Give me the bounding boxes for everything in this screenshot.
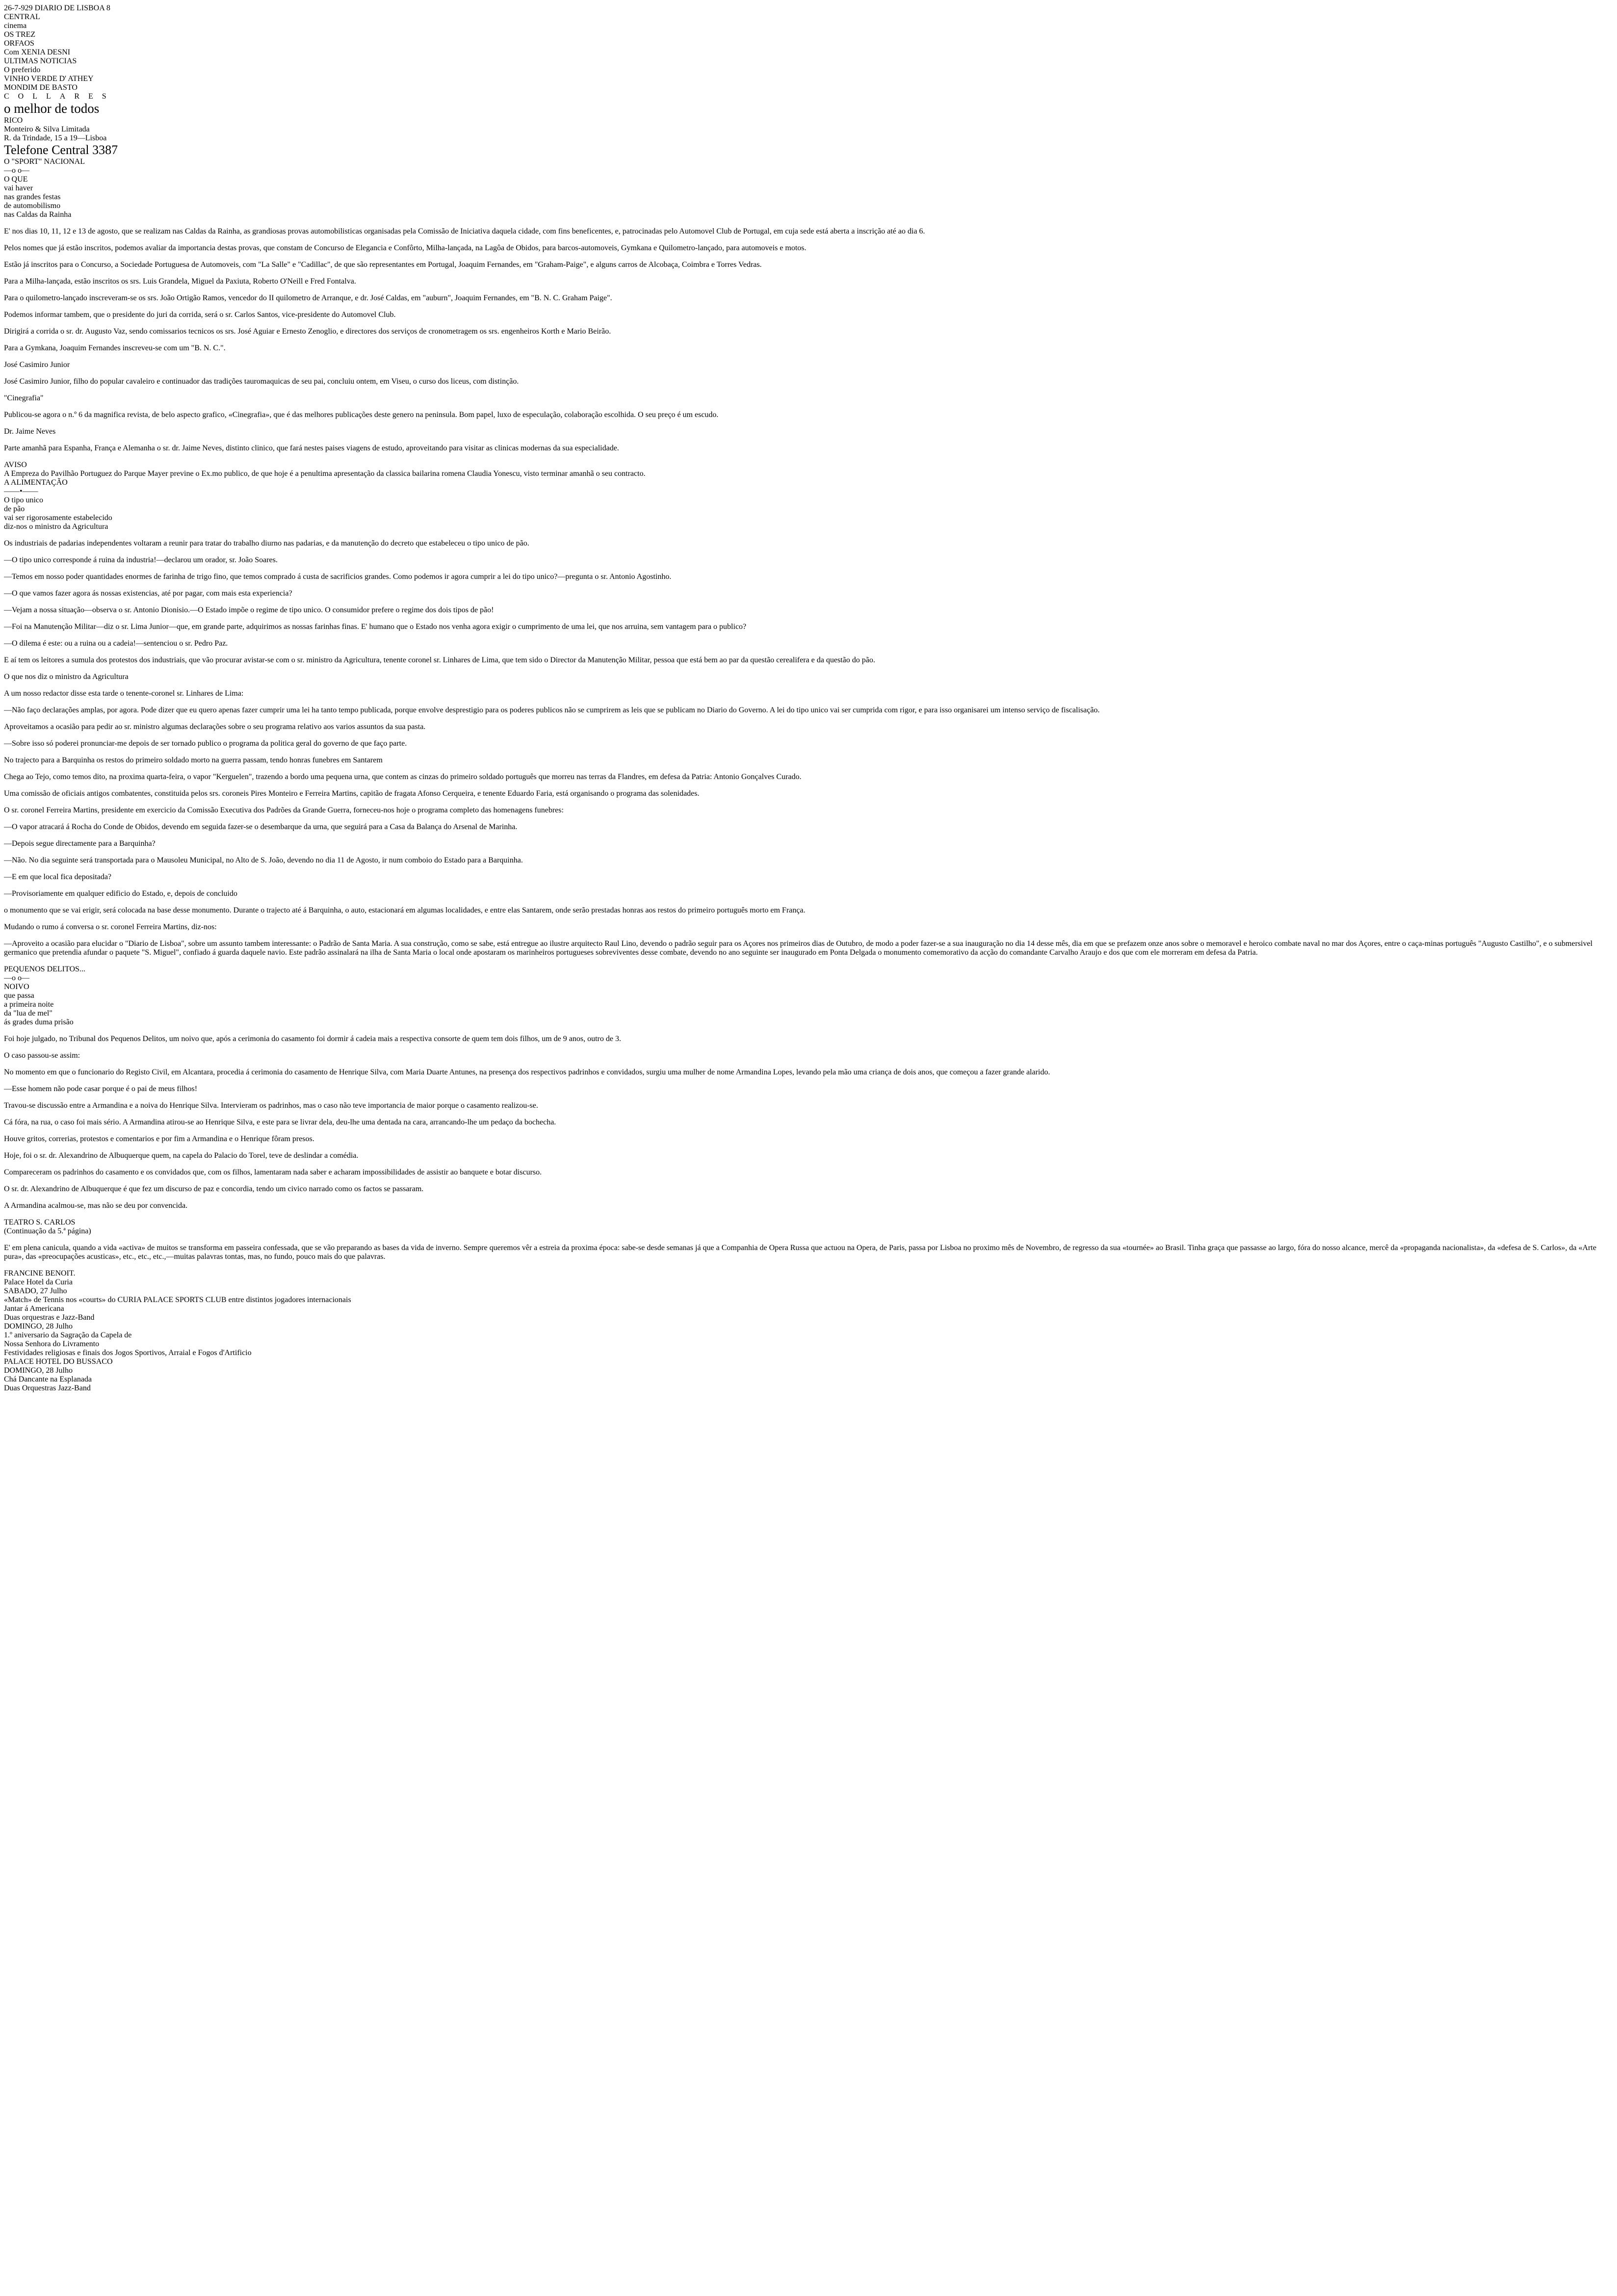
headline-grandes-festas: nas grandes festas [4,193,61,201]
jaime-neves-article [4,444,1613,453]
headline-o-que: O QUE [4,175,28,183]
bussaco-title: PALACE HOTEL DO BUSSACO [4,1357,113,1366]
bussaco-cha: Chá Dancante na Esplanada [4,1375,92,1383]
article-paragraph: No momento em que o funcionario do Registo Civil, em Alcantara, procedia á cerimonia do casamento de Henrique Silva, com Maria Duarte Antunes, na presença dos respectivos padrinhos e convidados, surgiu uma mulher de nome Armandina Lopes, levando pela mão uma criança de dois anos, que começou a fazer grande alarido. [4,1068,1050,1076]
pao-article-body [4,539,1613,665]
vinho-row-1 [4,66,1613,75]
headline-noivo: NOIVO [4,983,29,991]
alimentacao-kicker: A ALIMENTAÇÃO [4,478,68,487]
article-paragraph: —Vejam a nossa situação—observa o sr. Antonio Dionisio.—O Estado impõe o regime de tipo unico. O consumidor prefere o regime dos dois tipos de pão! [4,606,494,614]
vinho-phone: Telefone Central 3387 [4,143,118,157]
vinho-row-6 [4,134,1613,143]
article-paragraph: Para a Milha-lançada, estão inscritos os srs. Luis Grandela, Miguel da Paxiuta, Roberto O'Neill e Fred Fontalva. [4,277,356,286]
article-paragraph: Estão já inscritos para o Concurso, a Sociedade Portuguesa de Automoveis, com "La Salle" e "Cadillac", de que são representantes em Portugal, Joaquim Fernandes, em "Graham-Paige", e alguns carros de Alcobaça, Coimbra e Torres Vedras. [4,261,762,269]
article-paragraph: —Foi na Manutenção Militar—diz o sr. Lima Junior—que, em grande parte, adquirimos as nossas farinhas finas. E' humano que o Estado nos venha agora exigir o cumprimento de uma lei, que nos arruina, sem vantagem para o publico? [4,623,747,631]
barquinha-col-1 [4,773,1613,898]
article-paragraph: o monumento que se vai erigir, será colocada na base desse monumento. Durante o trajecto até á Barquinha, o auto, estacionará em algumas localidades, e entre elas Santarem, onde serão prestadas honras aos restos do primeiro português morto em França. [4,906,806,914]
article-paragraph: —O dilema é este: ou a ruina ou a cadeia!—sentenciou o sr. Pedro Paz. [4,639,228,648]
ultimas-noticias-banner [4,57,1613,66]
article-paragraph: Foi hoje julgado, no Tribunal dos Pequenos Delitos, um noivo que, após a cerimonia do casamento foi dormir á cadeia mais a respectiva consorte de quem tem dois filhos, um de 9 anos, outro de 3. [4,1035,621,1043]
article-paragraph: Dirigirá a corrida o sr. dr. Augusto Vaz, sendo comissarios tecnicos os srs. José Aguiar e Ernesto Zenoglio, e directores dos serviços de cronometragem os srs. engenheiros Korth e Mario Beirão. [4,327,611,336]
central-logo: CENTRAL [4,13,40,21]
issue-date: 26-7-929 [4,4,33,12]
vinho-preferido: O preferido [4,66,41,74]
curia-orquestras: Duas orquestras e Jazz-Band [4,1313,95,1322]
bussaco-date: DOMINGO, 28 Julho [4,1366,73,1375]
vinho-row-4 [4,92,1613,125]
article-paragraph: Pelos nomes que já estão inscritos, podemos avaliar da importancia destas provas, que constam de Concurso de Elegancia e Confôrto, Milha-lançada, na Lagôa de Obidos, para barcos-automoveis, Gymkana e Quilometro-lançado, para automoveis e motos. [4,244,807,252]
teatro-headline: TEATRO S. CARLOS [4,1218,76,1226]
article-paragraph: Publicou-se agora o n.º 6 da magnifica revista, de belo aspecto grafico, «Cinegrafia», que é das melhores publicações deste genero na peninsula. Bom papel, luxo de especulação, colaboração escolhida. O seu preço é um escudo. [4,411,719,419]
sport-kicker: O "SPORT" NACIONAL [4,157,85,166]
jcj-headline: José Casimiro Junior [4,361,70,369]
newspaper-name: DIARIO DE LISBOA [34,4,104,12]
article-paragraph: Hoje, foi o sr. dr. Alexandrino de Albuquerque quem, na capela do Palacio do Torel, teve de deslindar a comédia. [4,1151,359,1160]
article-paragraph: E' em plena canicula, quando a vida «activa» de muitos se transforma em passeira confessada, que se vão preparando as bases da vida de inverno. Sempre queremos vêr a estreia da proxima época: sabe-se desde semanas já que a Companhia de Opera Russa que actuou na Opera, de Paris, passa por Lisboa no proximo mês de Novembro, de regresso da sua «tournée» ao Brasil. Tinha graça que passasse ao largo, fóra do nosso alcance, mercê da «propaganda nacionalista», da «defesa de S. Carlos», da «Arte pura», das «preocupações acusticas», etc., etc., etc.,—muitas palavras tontas, mas, no fundo, pouco mais do que palavras. [4,1244,1596,1261]
article-paragraph: O sr. coronel Ferreira Martins, presidente em exercicio da Comissão Executiva dos Padrões da Grande Guerra, forneceu-nos hoje o programa completo das homenagens funebres: [4,806,564,814]
jcj-article [4,377,1613,386]
headline-ministro: diz-nos o ministro da Agricultura [4,522,108,531]
vinho-row-2 [4,75,1613,83]
vinho-melhor: o melhor de todos [4,101,100,116]
article-paragraph: A um nosso redactor disse esta tarde o tenente-coronel sr. Linhares de Lima: [4,689,244,698]
palace-hotels-ad [4,1278,1613,1393]
central-cinema-ad [4,13,1613,57]
ornament-divider: ——•—— [4,487,38,496]
page-header [4,4,1613,13]
vinho-verde-label: VINHO VERDE D' [4,75,67,83]
ornament-divider: —o o— [4,166,29,175]
article-paragraph: Cá fóra, na rua, o caso foi mais sério. A Armandina atirou-se ao Henrique Silva, e este para se livrar dela, deu-lhe uma dentada na cara, arrancando-lhe um pedaço da bochecha. [4,1118,556,1126]
article-paragraph: —E em que local fica depositada? [4,873,112,881]
article-paragraph: —Sobre isso só poderei pronunciar-me depois de ser tornado publico o programa da politica geral do governo de que faço parte. [4,739,407,748]
article-paragraph: José Casimiro Junior, filho do popular cavaleiro e continuador das tradições tauromaquicas de seu pai, concluiu ontem, em Viseu, o curso dos liceus, com distinção. [4,377,519,386]
aviso-text: A Empreza do Pavilhão Portuguez do Parque Mayer previne o Ex.mo publico, de que hoje é a penultima apresentação da classica bailarina romena Claudia Yonescu, visto terminar amanhã o seu contracto. [4,470,646,478]
headline-de-pao: de pão [4,505,25,513]
curia-date-1: SABADO, 27 Julho [4,1287,67,1295]
banner-title: ULTIMAS NOTICIAS [4,57,77,65]
article-paragraph: E aí tem os leitores a sumula dos protestos dos industriais, que vão procurar avistar-se com o sr. ministro da Agricultura, tenente coronel sr. Linhares de Lima, que tem sido o Director da Manutenção Militar, pessoa que está bem ao par da questão cerealifera e da questão do pão. [4,656,875,664]
left-column [4,157,1613,478]
curia-date-2: DOMINGO, 28 Julho [4,1322,73,1331]
article-paragraph: —Aproveito a ocasião para elucidar o "Diario de Lisboa", sobre um assunto tambem interessante: o Padrão de Santa Maria. A sua construção, como se sabe, está entregue ao ilustre arquitecto Raul Lino, devendo o padrão seguir para os Açores nos primeiros dias de Outubro, de modo a poder fazer-se a sua inauguração no dia 14 desse mês, dia em que se prefazem onze anos sobre o memoravel e heroico combate naval no mar dos Açores, entre o caça-minas português "Augusto Castilho", e o submersivel germanico que pretendia afundar o paquete "S. Miguel", confiado á guarda daquele navio. Este padrão assinalará na ilha de Santa Maria o local onde apostaram os marinheiros portugueses sobreviventes desse combate, devendo no ano seguinte ser inaugurado em Ponta Delgada o monumento comemorativo da acção do comandante Carvalho Araujo e dos que com ele morreram em defesa da Patria. [4,939,1593,957]
right-column [4,965,1613,1393]
article-paragraph: —Depois segue directamente para a Barquinha? [4,839,156,848]
newspaper-page [4,4,1613,1393]
article-paragraph: —Provisoriamente em qualquer edificio do Estado, e, depois de concluido [4,889,237,898]
article-columns [4,157,1613,1393]
jaime-neves-headline: Dr. Jaime Neves [4,427,56,436]
headline-primeira-noite: a primeira noite [4,1000,54,1009]
headline-vai-haver: vai haver [4,184,33,192]
curia-title: Palace Hotel da Curia [4,1278,73,1286]
film-star: Com XENIA DESNI [4,48,71,56]
article-paragraph: Travou-se discussão entre a Armandina e a noiva do Henrique Silva. Intervieram os padrinhos, mas o caso não teve importancia de maior porque o casamento realizou-se. [4,1101,538,1110]
headline-tipo-unico: O tipo unico [4,496,43,504]
vinho-company: Monteiro & Silva Limitada [4,125,90,133]
article-paragraph: —Esse homem não pode casar porque é o pai de meus filhos! [4,1085,198,1093]
noivo-article-body [4,1035,1613,1210]
vinho-row-5 [4,125,1613,134]
central-subtitle: cinema [4,22,27,30]
teatro-signature: FRANCINE BENOIT. [4,1269,76,1278]
cinegrafia-article [4,411,1613,419]
headline-prisao: ás grades duma prisão [4,1018,74,1026]
curia-livramento: Nossa Senhora do Livramento [4,1340,100,1348]
vinho-address: R. da Trindade, 15 a 19—Lisboa [4,134,107,142]
barquinha-col-2 [4,906,1613,957]
article-paragraph: Chega ao Tejo, como temos dito, na proxima quarta-feira, o vapor "Kerguelen", trazendo a bordo uma pequena urna, que contem as cinzas do primeiro soldado português que morreu nas terras da Flandres, em defesa da Patria: Antonio Gonçalves Curado. [4,773,802,781]
vinho-verde-ad [4,66,1613,157]
article-paragraph: —O tipo unico corresponde á ruina da industria!—declarou um orador, sr. João Soares. [4,556,278,564]
bussaco-orquestras: Duas Orquestras Jazz-Band [4,1384,91,1392]
article-paragraph: Mudando o rumo á conversa o sr. coronel Ferreira Martins, diz-nos: [4,923,217,931]
curia-aniversario: 1.º aniversario da Sagração da Capela de [4,1331,132,1339]
vinho-collares: COLLARES [4,92,115,101]
article-paragraph: Aproveitamos a ocasião para pedir ao sr. ministro algumas declarações sobre o seu programa relativo aos varios assuntos da sua pasta. [4,723,426,731]
banner-row [4,13,1613,157]
article-paragraph: E' nos dias 10, 11, 12 e 13 de agosto, que se realizam nas Caldas da Rainha, as grandiosas provas automobilisticas organisadas pela Comissão de Iniciativa daquela cidade, com fins beneficentes, e, patrocinadas pelo Automovel Club de Portugal, em cuja sede está aberta a inscrição até ao dia 6. [4,227,925,235]
article-paragraph: O sr. dr. Alexandrino de Albuquerque é que fez um discurso de paz e concordia, tendo um civico narrado como os factos se passaram. [4,1185,424,1193]
film-title-line-2: ORFAOS [4,39,34,48]
ministro-article-body [4,689,1613,748]
delitos-kicker: PEQUENOS DELITOS... [4,965,85,973]
article-paragraph: Podemos informar tambem, que o presidente do juri da corrida, será o sr. Carlos Santos, vice-presidente do Automovel Club. [4,311,396,319]
article-paragraph: O caso passou-se assim: [4,1051,80,1060]
headline-caldas: nas Caldas da Rainha [4,210,72,219]
barquinha-headline: No trajecto para a Barquinha os restos do primeiro soldado morto na guerra passam, tendo honras funebres em Santarem [4,756,383,764]
vinho-brand-rico: RICO [4,116,23,125]
page-frame [4,13,1613,1393]
festas-article-body [4,227,1613,353]
article-paragraph: Para o quilometro-lançado inscreveram-se os srs. João Ortigão Ramos, vencedor do II quilometro de Arranque, e dr. José Caldas, em "auburn", Joaquim Fernandes, em "B. N. C. Graham Paige". [4,294,612,302]
teatro-article-body [4,1244,1613,1261]
article-paragraph: —Não. No dia seguinte será transportada para o Mausoleu Municipal, no Alto de S. João, devendo no dia 11 de Agosto, ir num comboio do Estado para a Barquinha. [4,856,523,864]
cinegrafia-headline: "Cinegrafia" [4,394,44,402]
vinho-brand-athey: ATHEY [68,75,94,83]
curia-jantar: Jantar á Americana [4,1305,64,1313]
article-paragraph: —O vapor atracará á Rocha do Conde de Obidos, devendo em seguida fazer-se o desembarque da urna, que seguirá para a Casa da Balança do Arsenal de Marinha. [4,823,518,831]
article-paragraph: A Armandina acalmou-se, mas não se deu por convencida. [4,1201,188,1210]
barquinha-article [4,773,1613,957]
article-paragraph: —O que vamos fazer agora ás nossas existencias, até por pagar, com mais esta experiencia? [4,589,292,598]
teatro-continuation: (Continuação da 5.ª página) [4,1227,91,1235]
vinho-row-3 [4,83,1613,92]
headline-lua-de-mel: da "lua de mel" [4,1009,52,1018]
ornament-divider: —o o— [4,974,29,982]
aviso-headline: AVISO [4,461,27,469]
page-number: 8 [106,4,110,12]
headline-automobilismo: de automobilismo [4,202,61,210]
ministro-subheadline: O que nos diz o ministro da Agricultura [4,673,129,681]
article-paragraph: Houve gritos, correrias, protestos e comentarios e por fim a Armandina e o Henrique fôram presos. [4,1135,314,1143]
article-paragraph: Os industriais de padarias independentes voltaram a reunir para tratar do trabalho diurno nas padarias, e da manutenção do decreto que estabeleceu o tipo unico de pão. [4,539,529,548]
article-paragraph: —Não faço declarações amplas, por agora. Pode dizer que eu quero apenas fazer cumprir uma lei ha tanto tempo publicada, porque envolve desprestigio para os poderes publicos não se cumprirem as leis que se publicam no Diario do Governo. A lei do tipo unico vai ser cumprida com rigor, e para isso organisarei um intenso serviço de fiscalisação. [4,706,1100,714]
curia-tennis: «Match» de Tennis nos «courts» do CURIA PALACE SPORTS CLUB entre distintos jogadores internacionais [4,1296,351,1304]
article-paragraph: Uma comissão de oficiais antigos combatentes, constituida pelos srs. coroneis Pires Monteiro e Ferreira Martins, capitão de fragata Afonso Cerqueira, e tenente Eduardo Faria, está organisando o programa das solenidades. [4,789,700,798]
headline-rigorosamente: vai ser rigorosamente estabelecido [4,514,112,522]
article-paragraph: Para a Gymkana, Joaquim Fernandes inscreveu-se com um "B. N. C.". [4,344,226,352]
center-column [4,478,1613,957]
article-paragraph: Parte amanhã para Espanha, França e Alemanha o sr. dr. Jaime Neves, distinto clinico, que fará nestes paises viagens de estudo, aproveitando para visitar as clinicas modernas da sua especialidade. [4,444,619,452]
vinho-row-7 [4,143,1613,157]
article-paragraph: —Temos em nosso poder quantidades enormes de farinha de trigo fino, que temos comprado á custa de sacrificios grandes. Como podemos ir agora cumprir a lei do tipo unico?—pregunta o sr. Antonio Agostinho. [4,573,672,581]
curia-festividades: Festividades religiosas e finais dos Jogos Sportivos, Arraial e Fogos d'Artificio [4,1349,252,1357]
article-paragraph: Compareceram os padrinhos do casamento e os convidados que, com os filhos, lamentaram nada saber e acharam impossibilidades de assistir ao banquete e botar discurso. [4,1168,542,1176]
film-title-line-1: OS TREZ [4,30,36,39]
headline-que-passa: que passa [4,991,34,1000]
vinho-origin: MONDIM DE BASTO [4,83,78,92]
